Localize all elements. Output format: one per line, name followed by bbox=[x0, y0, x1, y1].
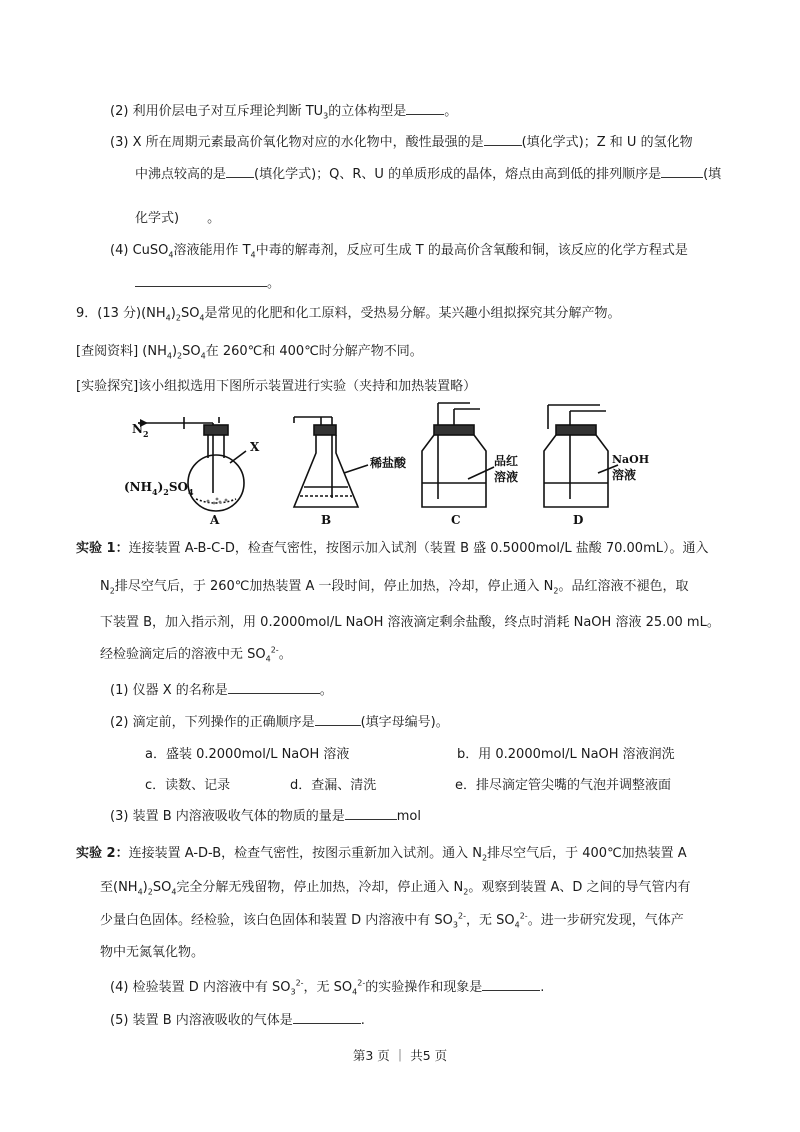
label-c: C bbox=[451, 513, 461, 527]
option-e: e．排尽滴定管尖嘴的气泡并调整液面 bbox=[455, 778, 671, 793]
exp1-line3: 下装置 B，加入指示剂，用 0.2000mol/L NaOH 溶液滴定剩余盐酸，终点时消耗 NaOH 溶液 25.00 mL。 bbox=[100, 615, 720, 630]
exp2-line4: 物中无氮氧化物。 bbox=[100, 945, 205, 960]
answer-blank[interactable] bbox=[482, 977, 540, 991]
q8-part4-line2: 。 bbox=[135, 273, 280, 293]
option-c: c．读数、记录 bbox=[145, 778, 231, 793]
reagent-b: 稀盐酸 bbox=[370, 456, 407, 470]
q8-part3-line1: (3) X 所在周期元素最高价氧化物对应的水化物中，酸性最强的是 (填化学式)；Z 和 U 的氢化物 bbox=[110, 132, 693, 152]
q9-heading: 9．(13 分)$(NH_4)_2SO_4$是常见的化肥和化工原料，受热易分解。某兴趣小组拟探究其分解产物。 bbox=[76, 306, 621, 323]
apparatus-c bbox=[422, 403, 494, 507]
n2-label: $N_2$ bbox=[132, 422, 149, 439]
answer-blank[interactable] bbox=[406, 101, 444, 115]
answer-blank[interactable] bbox=[135, 273, 267, 287]
reagent-d-line1: NaOH bbox=[612, 453, 650, 466]
exp1-line4: 经检验滴定后的溶液中无 $SO_4^{2-}$。 bbox=[100, 645, 292, 664]
exp1-line2: $N_2$排尽空气后，于 260℃加热装置 A 一段时间，停止加热，冷却，停止通入 $N_2$。品红溶液不褪色，取 bbox=[100, 579, 689, 596]
label-a: A bbox=[210, 513, 220, 527]
exp2-line1: 实验 2：连接装置 A-D-B，检查气密性，按图示重新加入试剂。通入 $N_2$排尽空气后，于 400℃加热装置 A bbox=[76, 846, 687, 863]
exp1-line1: 实验 1：连接装置 A-B-C-D，检查气密性，按图示加入试剂（装置 B 盛 0.5000mol/L 盐酸 70.00mL）。通入 bbox=[76, 541, 709, 556]
q8-part3-line3: 化学式) 。 bbox=[135, 211, 221, 226]
x-label: X bbox=[250, 440, 260, 454]
answer-blank[interactable] bbox=[293, 1010, 361, 1024]
answer-blank[interactable] bbox=[228, 680, 320, 694]
exp2-line3: 少量白色固体。经检验，该白色固体和装置 D 内溶液中有 $SO_3^{2-}$，无 $SO_4^{2-}$。进一步研究发现，气体产 bbox=[100, 911, 684, 930]
option-d: d．查漏、清洗 bbox=[290, 778, 377, 793]
reagent-c-line2: 溶液 bbox=[494, 470, 519, 484]
salt-label: $(NH_4)_2SO_4$ bbox=[124, 480, 194, 497]
answer-blank[interactable] bbox=[226, 164, 254, 178]
label-b: B bbox=[321, 513, 332, 527]
reagent-d-line2: 溶液 bbox=[612, 468, 637, 482]
exp1-q1: (1) 仪器 X 的名称是 。 bbox=[110, 680, 333, 700]
page-footer: 第3 页 ｜ 共5 页 bbox=[352, 1048, 448, 1063]
exp2-line2: 至$(NH_4)_2SO_4$完全分解无残留物，停止加热，冷却，停止通入 $N_2$。观察到装置 A、D 之间的导气管内有 bbox=[100, 880, 691, 897]
label-d: D bbox=[573, 513, 584, 527]
answer-blank[interactable] bbox=[315, 712, 361, 726]
q8-part3-line2: 中沸点较高的是 (填化学式)；Q、R、U 的单质形成的晶体，熔点由高到低的排列顺序是 (填 bbox=[135, 164, 721, 184]
apparatus-d bbox=[544, 405, 618, 507]
reagent-c-line1: 品红 bbox=[494, 454, 519, 468]
exp1-q2: (2) 滴定前，下列操作的正确顺序是 (填字母编号)。 bbox=[110, 712, 449, 732]
q9-explore: [实验探究]该小组拟选用下图所示装置进行实验（夹持和加热装置略） bbox=[76, 379, 477, 394]
answer-blank[interactable] bbox=[345, 806, 397, 820]
q9-reference: [查阅资料] $(NH_4)_2SO_4$在 260℃和 400℃时分解产物不同。 bbox=[76, 344, 423, 361]
q8-part4-line1: (4) CuSO$_4$溶液能用作 $T_4$中毒的解毒剂，反应可生成 T 的最高价含氧酸和铜，该反应的化学方程式是 bbox=[110, 243, 688, 260]
option-a: a．盛装 0.2000mol/L NaOH 溶液 bbox=[145, 747, 350, 762]
exp2-q5: (5) 装置 B 内溶液吸收的气体是 . bbox=[110, 1010, 365, 1030]
option-b: b．用 0.2000mol/L NaOH 溶液润洗 bbox=[457, 747, 675, 762]
answer-blank[interactable] bbox=[484, 132, 522, 146]
exp1-q3: (3) 装置 B 内溶液吸收气体的物质的量是 mol bbox=[110, 806, 421, 826]
answer-blank[interactable] bbox=[661, 164, 703, 178]
apparatus-b bbox=[294, 417, 368, 507]
apparatus-diagram bbox=[118, 403, 650, 529]
q8-part2: (2) 利用价层电子对互斥理论判断 $TU_3$的立体构型是 。 bbox=[110, 101, 457, 121]
exp2-q4: (4) 检验装置 D 内溶液中有 $SO_3^{2-}$，无 $SO_4^{2-}$的实验操作和现象是 . bbox=[110, 978, 545, 997]
